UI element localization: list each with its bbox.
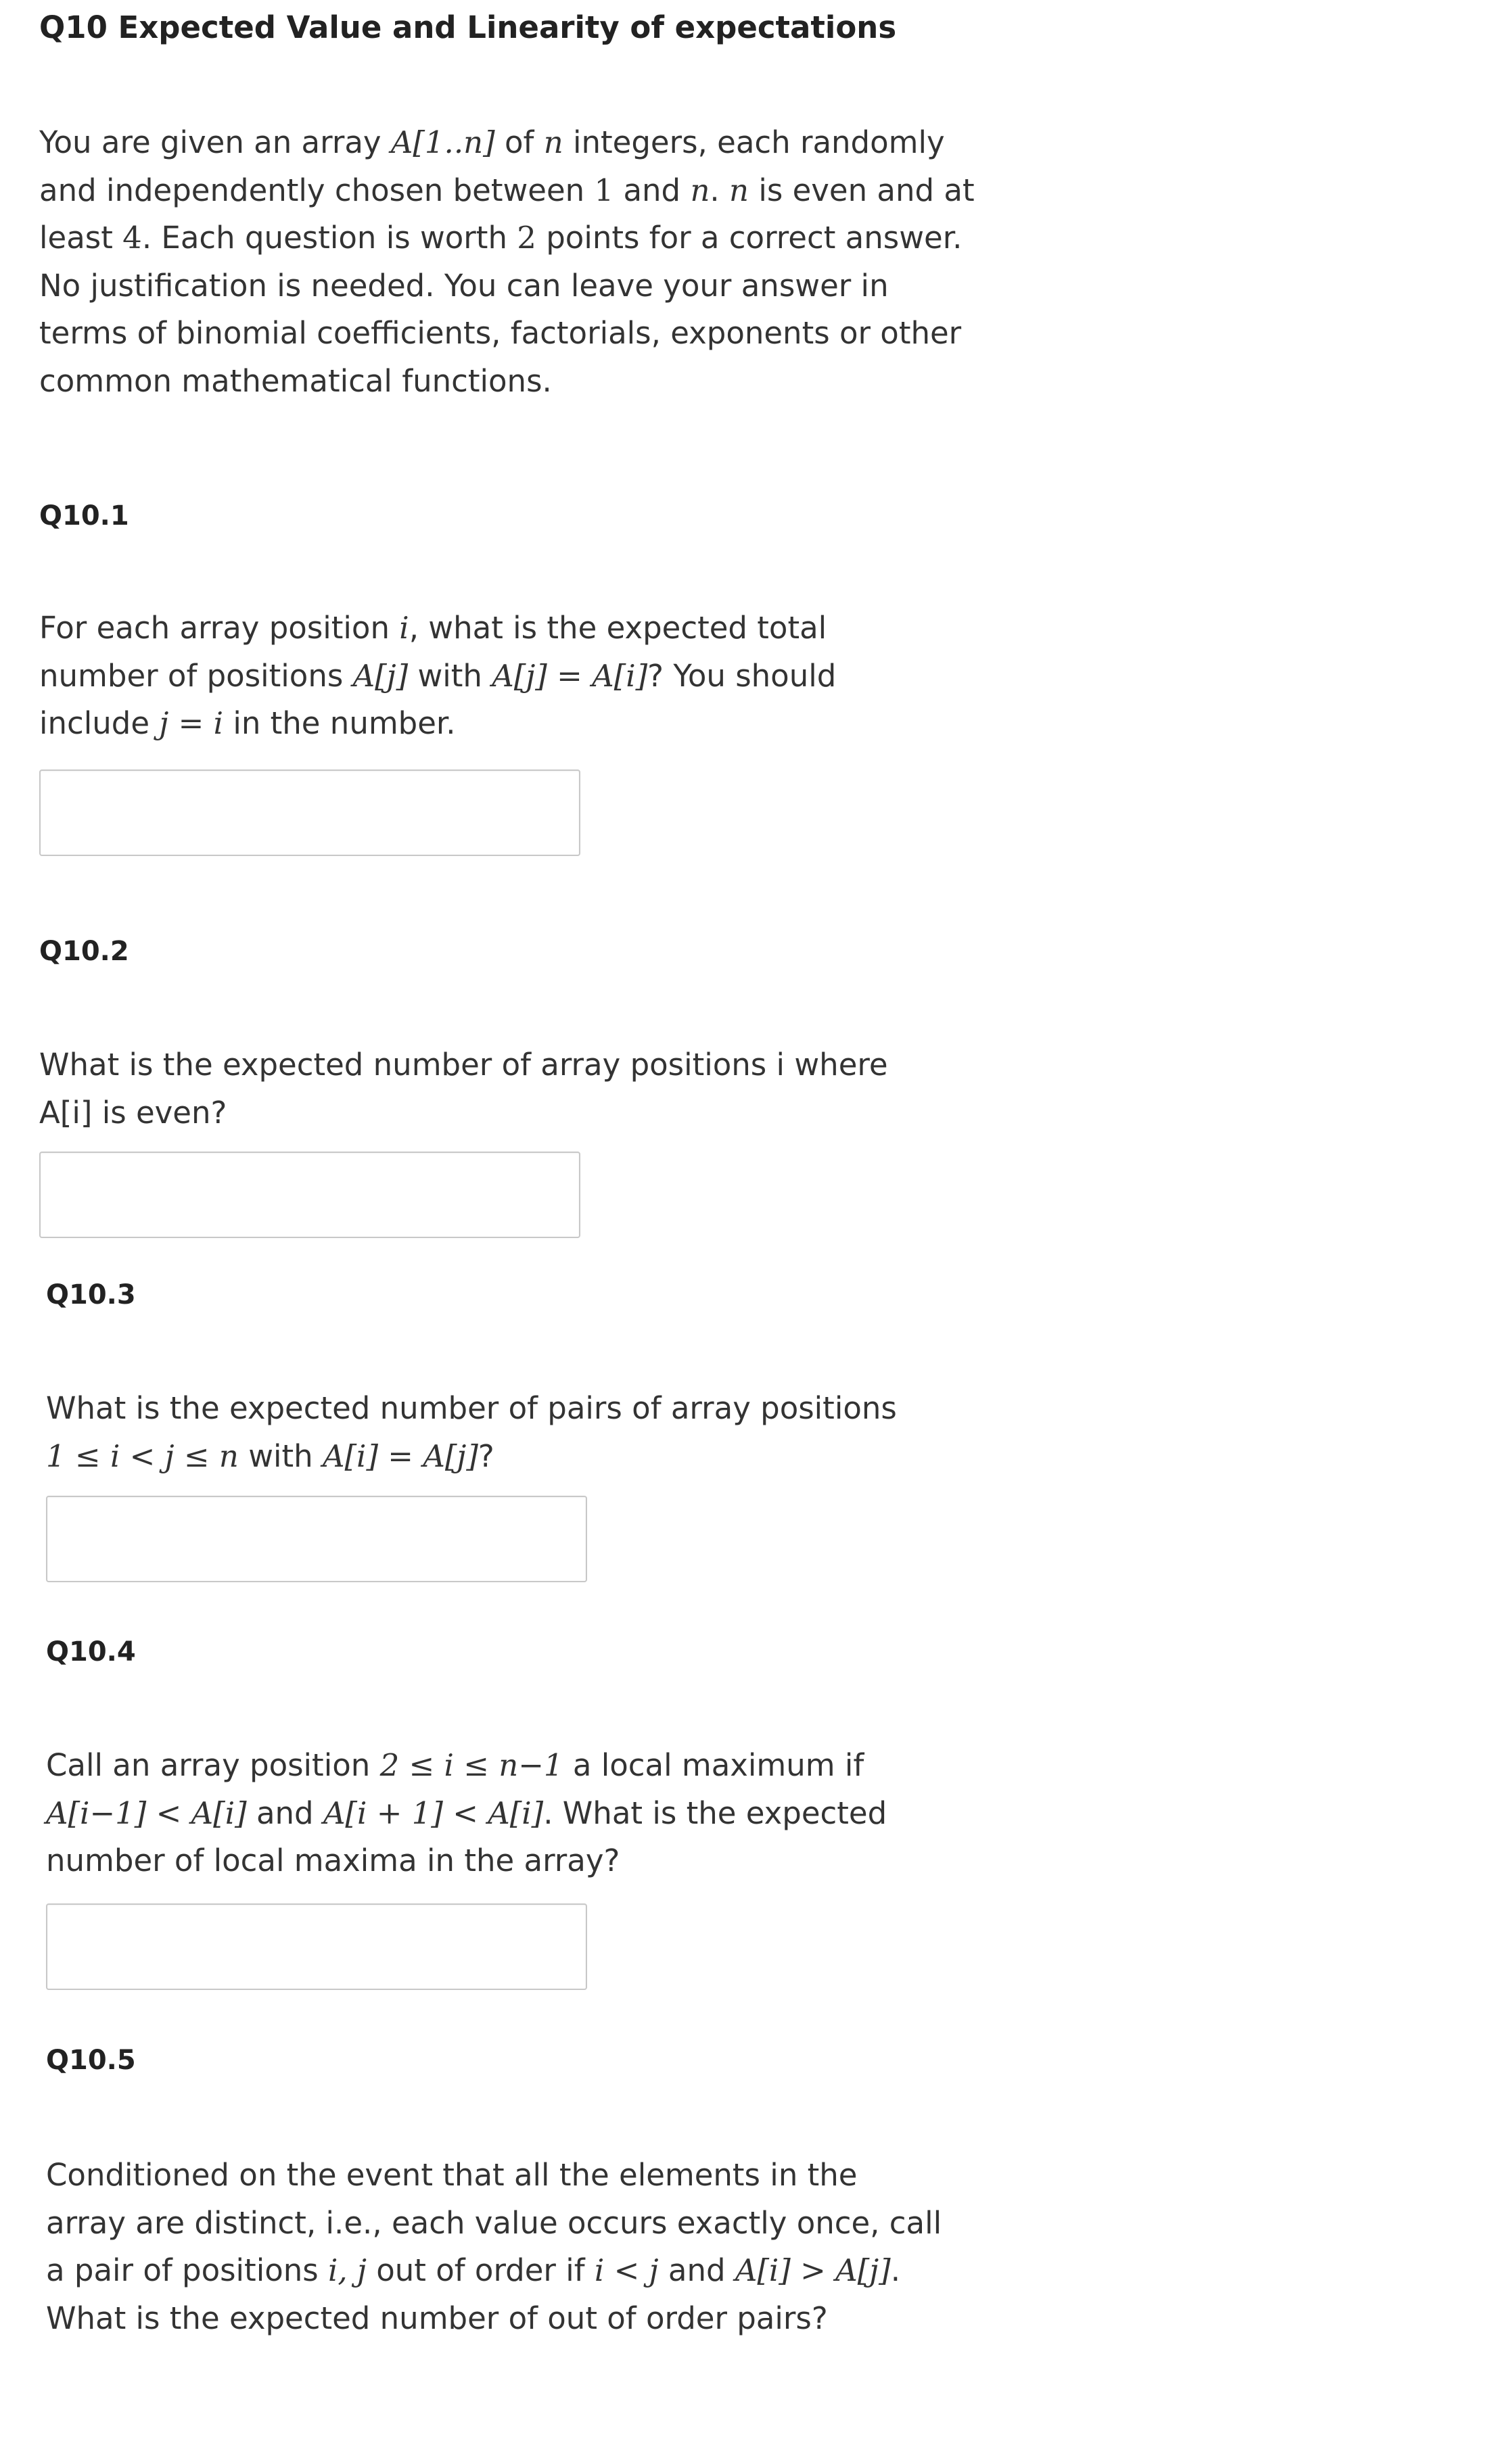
question-title: Q10 Expected Value and Linearity of expectations: [39, 9, 897, 45]
q10-2-prompt: What is the expected number of array positions i where A[i] is even?: [39, 1047, 888, 1131]
q10-5-prompt: Conditioned on the event that all the elements in the array are distinct, i.e., each value occurs exactly once, call a pair of positions i, j out of order if i < j and A[i] > A[j]. What is the expected number of out of order pairs?: [46, 2157, 942, 2336]
q10-3-label: Q10.3: [46, 1279, 136, 1310]
q10-4-answer-box[interactable]: [46, 1903, 587, 1990]
q10-4-prompt: Call an array position 2 ≤ i ≤ n−1 a local maximum if A[i−1] < A[i] and A[i + 1] < A[i]. What is the expected number of local maxima in the array?: [46, 1747, 887, 1878]
q10-5-label: Q10.5: [46, 2045, 136, 2076]
q10-1-label: Q10.1: [39, 500, 129, 531]
q10-1-answer-input[interactable]: [41, 771, 579, 855]
q10-3-answer-input[interactable]: [47, 1497, 586, 1581]
q10-2-label: Q10.2: [39, 936, 129, 967]
q10-1-answer-box[interactable]: [39, 769, 580, 856]
q10-3-answer-box[interactable]: [46, 1496, 587, 1582]
q10-2-answer-input[interactable]: [41, 1153, 579, 1237]
intro-paragraph: You are given an array A[1..n] of n integers, each randomly and independently chosen between 1 and n. n is even and at least 4. Each question is worth 2 points for a correct answer. No justification is needed. You can leave your answer in terms of binomial coefficients, factorials, exponents or other common mathematical functions.: [39, 124, 975, 399]
math-array: A[1..n]: [390, 124, 495, 160]
q10-4-label: Q10.4: [46, 1636, 136, 1667]
q10-1-prompt: For each array position i, what is the expected total number of positions A[j] with A[j] = A[i]? You should include j = i in the number.: [39, 610, 837, 741]
q10-2-answer-box[interactable]: [39, 1152, 580, 1238]
q10-4-answer-input[interactable]: [47, 1905, 586, 1989]
q10-3-prompt: What is the expected number of pairs of array positions 1 ≤ i < j ≤ n with A[i] = A[j]?: [46, 1390, 897, 1474]
